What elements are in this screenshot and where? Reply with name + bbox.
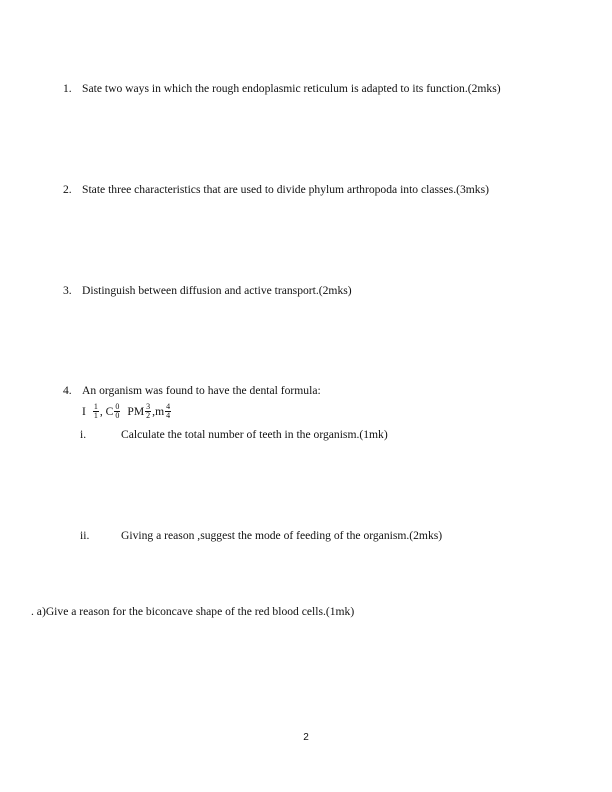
question-text: Give a reason for the biconcave shape of the red blood cells.(1mk) (45, 605, 355, 618)
incisor-fraction: $\frac{1}{1}$ (93, 402, 98, 420)
subquestion-text: Giving a reason ,suggest the mode of feeding of the organism.(2mks) (121, 529, 443, 542)
canine-label: C (105, 405, 114, 418)
question-text: Distinguish between diffusion and active transport.(2mks) (82, 284, 352, 297)
page-number: 2 (303, 732, 309, 743)
dental-formula: I $\frac{1}{1}$ , C $\frac{0}{0}$ PM $\frac{3}{2}$ ,m $\frac{4}{4}$ (82, 402, 171, 420)
incisor-label: I (82, 405, 86, 418)
subquestion-text: Calculate the total number of teeth in the organism.(1mk) (121, 428, 388, 441)
premolar-fraction: $\frac{3}{2}$ (146, 402, 151, 420)
question-5 (31, 605, 354, 618)
question-number: 1. (63, 82, 72, 95)
subquestion-number: i. (80, 428, 87, 441)
question-number: 2. (63, 183, 72, 196)
question-number: 4. (63, 384, 72, 397)
molar-label: ,m (152, 405, 165, 418)
molar-fraction: $\frac{4}{4}$ (166, 402, 171, 420)
question-text: An organism was found to have the dental formula: (82, 384, 321, 397)
question-prefix: . a) (31, 605, 46, 618)
question-text: Sate two ways in which the rough endoplasmic reticulum is adapted to its function.(2mks) (82, 82, 501, 95)
subquestion-number: ii. (80, 529, 90, 542)
canine-fraction: $\frac{0}{0}$ (115, 402, 120, 420)
premolar-label: PM (127, 405, 145, 418)
question-text: State three characteristics that are used to divide phylum arthropoda into classes.(3mks) (82, 183, 489, 196)
question-number: 3. (63, 284, 72, 297)
